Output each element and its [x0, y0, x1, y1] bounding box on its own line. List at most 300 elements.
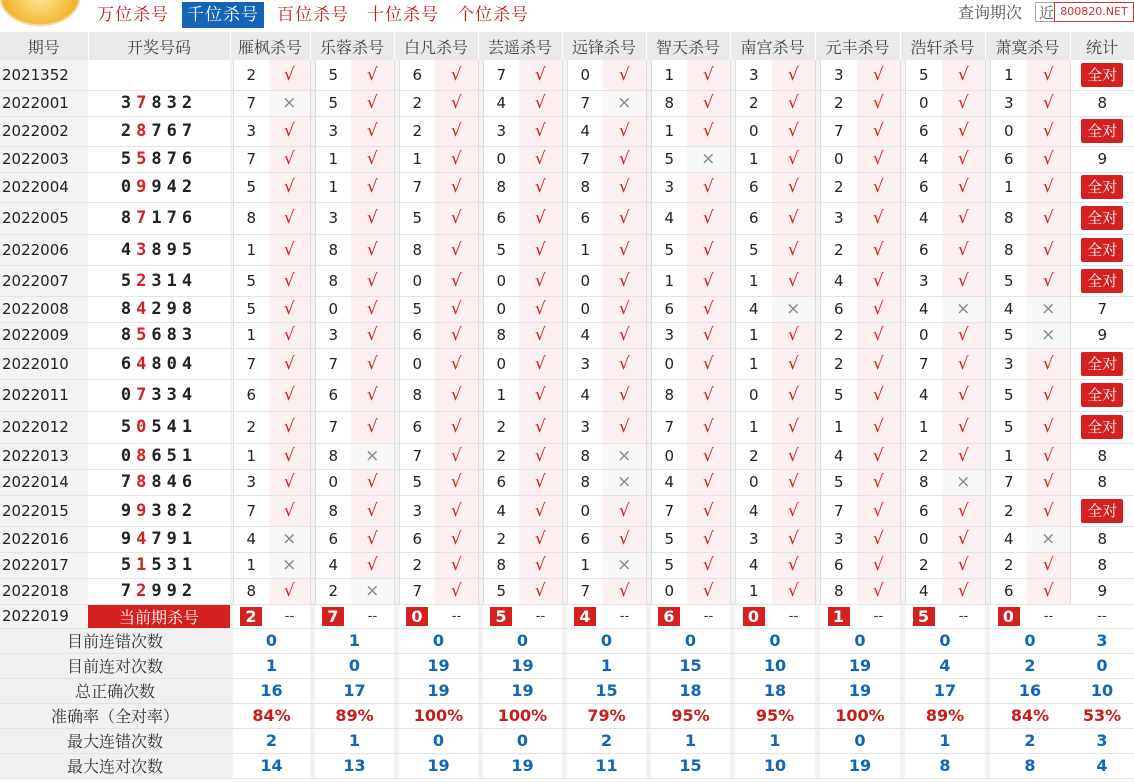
summary-value: 1 — [315, 628, 394, 653]
check-mark-icon: √ — [772, 552, 815, 578]
stat-cell — [1070, 116, 1134, 146]
check-mark-icon: √ — [435, 60, 478, 90]
prize-number-cell — [88, 172, 230, 202]
check-mark-icon: √ — [772, 495, 815, 526]
current-kill-cell — [735, 604, 772, 628]
kill-number: 1 — [483, 379, 519, 411]
summary-value: 19 — [820, 653, 900, 678]
kill-number: 4 — [651, 469, 687, 495]
check-mark-icon: √ — [942, 379, 985, 411]
header-expert: 白凡杀号 — [394, 32, 478, 60]
cross-mark-icon: × — [603, 443, 646, 469]
cross-mark-icon: × — [351, 578, 394, 604]
kill-number: 2 — [820, 90, 857, 116]
tab-wan[interactable]: 万位杀号 — [97, 5, 169, 25]
check-mark-icon: √ — [857, 172, 900, 202]
summary-label: 总正确次数 — [0, 678, 230, 703]
prize-number-cell — [88, 146, 230, 172]
kill-number: 3 — [990, 348, 1027, 379]
check-mark-icon: √ — [519, 146, 562, 172]
current-period-row — [0, 604, 1134, 628]
check-mark-icon: √ — [603, 495, 646, 526]
summary-value: 0 — [399, 728, 478, 753]
check-mark-icon: √ — [519, 411, 562, 443]
kill-number: 7 — [651, 495, 687, 526]
kill-number: 6 — [399, 411, 435, 443]
kill-number: 5 — [315, 90, 351, 116]
prize-digit: 3 — [166, 385, 182, 405]
check-mark-icon: √ — [772, 379, 815, 411]
tab-bai[interactable]: 百位杀号 — [277, 5, 349, 25]
cross-mark-icon: × — [942, 296, 985, 322]
kill-number: 0 — [905, 322, 942, 348]
prize-digit: 7 — [151, 529, 167, 549]
kill-number: 8 — [315, 443, 351, 469]
prize-digit: 1 — [181, 417, 198, 437]
check-mark-icon: √ — [351, 495, 394, 526]
prize-digit: 4 — [181, 270, 198, 291]
cross-mark-icon: × — [772, 296, 815, 322]
kill-number: 2 — [735, 443, 772, 469]
check-mark-icon: √ — [1027, 116, 1070, 146]
all-correct-badge: 全对 — [1081, 175, 1123, 199]
kill-number: 4 — [990, 526, 1027, 552]
kill-number: 5 — [651, 146, 687, 172]
kill-number: 6 — [567, 202, 603, 234]
check-mark-icon: √ — [1027, 172, 1070, 202]
summary-value: 0 — [399, 628, 478, 653]
kill-number: 8 — [905, 469, 942, 495]
stat-cell — [1070, 265, 1134, 296]
kill-number: 3 — [315, 116, 351, 146]
issue-cell: 2022018 — [0, 578, 88, 604]
check-mark-icon: √ — [435, 495, 478, 526]
issue-cell: 2022013 — [0, 443, 88, 469]
prize-number-cell — [88, 296, 230, 322]
stat-cell: 8 — [1070, 90, 1134, 116]
query-period-select[interactable]: 近 — [1035, 2, 1131, 22]
kill-number: 0 — [399, 348, 435, 379]
check-mark-icon: √ — [351, 322, 394, 348]
prize-digit: 1 — [181, 529, 198, 549]
kill-number: 4 — [905, 146, 942, 172]
prize-digit: 0 — [166, 353, 182, 374]
kill-number: 8 — [651, 90, 687, 116]
check-mark-icon: √ — [519, 234, 562, 265]
kill-number: 2 — [905, 552, 942, 578]
kill-number: 4 — [735, 495, 772, 526]
check-mark-icon: √ — [687, 411, 730, 443]
current-kill-cell — [905, 604, 942, 628]
kill-number: 4 — [905, 296, 942, 322]
check-mark-icon: √ — [772, 90, 815, 116]
check-mark-icon: √ — [942, 90, 985, 116]
logo — [0, 0, 80, 26]
check-mark-icon: √ — [351, 552, 394, 578]
stat-cell: 9 — [1070, 578, 1134, 604]
summary-value: 95% — [735, 703, 815, 728]
cross-mark-icon: × — [269, 552, 310, 578]
prize-digit: 6 — [181, 208, 198, 228]
check-mark-icon: √ — [1027, 552, 1070, 578]
stat-cell — [1070, 348, 1134, 379]
kill-number: 5 — [233, 265, 269, 296]
check-mark-icon: √ — [435, 172, 478, 202]
check-mark-icon: √ — [269, 146, 310, 172]
check-mark-icon: √ — [942, 552, 985, 578]
prize-digit: 9 — [120, 500, 137, 521]
table-row — [0, 552, 1134, 578]
prize-digit: 4 — [136, 299, 152, 319]
kill-number: 0 — [483, 348, 519, 379]
check-mark-icon: √ — [351, 234, 394, 265]
prize-digit: 8 — [136, 121, 152, 141]
check-mark-icon: √ — [603, 146, 646, 172]
prize-number-cell — [88, 578, 230, 604]
kill-number: 0 — [567, 60, 603, 90]
top-bar — [0, 0, 1134, 30]
kill-number: 6 — [905, 495, 942, 526]
current-kill-number: 7 — [322, 607, 344, 626]
prize-number-cell — [88, 202, 230, 234]
check-mark-icon: √ — [351, 202, 394, 234]
check-mark-icon: √ — [351, 379, 394, 411]
check-mark-icon: √ — [351, 116, 394, 146]
check-mark-icon: √ — [351, 146, 394, 172]
kill-number: 0 — [315, 469, 351, 495]
check-mark-icon: √ — [942, 495, 985, 526]
check-mark-icon: √ — [519, 60, 562, 90]
summary-label: 目前连错次数 — [0, 628, 230, 653]
header-expert: 浩轩杀号 — [900, 32, 985, 60]
check-mark-icon: √ — [857, 526, 900, 552]
check-mark-icon: √ — [603, 411, 646, 443]
table-row — [0, 495, 1134, 526]
check-mark-icon: √ — [269, 296, 310, 322]
summary-value: 15 — [651, 653, 730, 678]
prize-digit: 5 — [151, 417, 167, 437]
check-mark-icon: √ — [351, 296, 394, 322]
check-mark-icon: √ — [435, 443, 478, 469]
all-correct-badge: 全对 — [1081, 499, 1123, 523]
check-mark-icon: √ — [1027, 202, 1070, 234]
summary-stat-value: 3 — [1070, 628, 1134, 653]
table-row — [0, 234, 1134, 265]
kill-number: 2 — [399, 552, 435, 578]
check-mark-icon: √ — [435, 411, 478, 443]
kill-number: 3 — [399, 495, 435, 526]
prize-digit: 2 — [181, 177, 198, 197]
kill-number: 1 — [735, 265, 772, 296]
check-mark-icon: √ — [857, 322, 900, 348]
summary-value: 0 — [483, 728, 562, 753]
kill-number: 2 — [905, 443, 942, 469]
kill-number: 7 — [820, 116, 857, 146]
kill-number: 0 — [735, 116, 772, 146]
position-tabs — [92, 2, 542, 28]
issue-cell: 2022002 — [0, 116, 88, 146]
check-mark-icon: √ — [857, 495, 900, 526]
kill-number: 1 — [735, 322, 772, 348]
check-mark-icon: √ — [942, 234, 985, 265]
issue-cell: 2022019 — [0, 604, 88, 628]
check-mark-icon: √ — [603, 116, 646, 146]
stat-cell: 8 — [1070, 469, 1134, 495]
kill-number: 3 — [990, 90, 1027, 116]
check-mark-icon: √ — [519, 526, 562, 552]
check-mark-icon: √ — [942, 411, 985, 443]
tab-qian[interactable]: 千位杀号 — [182, 2, 264, 28]
summary-value: 0 — [233, 628, 310, 653]
current-kill-number: 0 — [998, 607, 1020, 626]
prize-digit: 7 — [181, 121, 198, 141]
header-expert: 南宫杀号 — [730, 32, 815, 60]
prize-digit: 5 — [120, 149, 137, 169]
kill-number: 0 — [567, 296, 603, 322]
check-mark-icon: √ — [857, 379, 900, 411]
prize-digit: 5 — [136, 325, 152, 345]
summary-value: 0 — [990, 628, 1070, 653]
summary-value: 19 — [399, 678, 478, 703]
kill-number: 1 — [990, 60, 1027, 90]
summary-value: 2 — [567, 728, 646, 753]
summary-value: 19 — [483, 653, 562, 678]
summary-value: 89% — [905, 703, 985, 728]
cross-mark-icon: × — [269, 90, 310, 116]
check-mark-icon: √ — [603, 234, 646, 265]
current-kill-number: 5 — [490, 607, 512, 626]
table-header — [0, 32, 1134, 60]
prize-digit: 4 — [120, 239, 137, 260]
prize-number-cell — [88, 90, 230, 116]
kill-number: 1 — [567, 552, 603, 578]
prize-digit: 9 — [136, 500, 152, 521]
check-mark-icon: √ — [857, 202, 900, 234]
prize-number-cell — [88, 552, 230, 578]
check-mark-icon: √ — [269, 578, 310, 604]
kill-number: 5 — [735, 234, 772, 265]
tab-shi[interactable]: 十位杀号 — [367, 5, 439, 25]
summary-value: 84% — [233, 703, 310, 728]
kill-number: 6 — [233, 379, 269, 411]
kill-number: 0 — [483, 296, 519, 322]
check-mark-icon: √ — [772, 578, 815, 604]
kill-number: 1 — [735, 348, 772, 379]
check-mark-icon: √ — [435, 265, 478, 296]
prize-digit: 6 — [181, 472, 198, 492]
check-mark-icon: √ — [857, 146, 900, 172]
kill-number: 0 — [990, 116, 1027, 146]
current-kill-cell — [567, 604, 603, 628]
cross-mark-icon: × — [942, 469, 985, 495]
check-mark-icon: √ — [857, 116, 900, 146]
pending-result: -- — [687, 604, 730, 628]
summary-row — [0, 753, 1134, 778]
cross-mark-icon: × — [1027, 322, 1070, 348]
kill-number: 8 — [567, 172, 603, 202]
kill-number: 1 — [315, 172, 351, 202]
prize-digit: 1 — [181, 555, 198, 575]
prize-digit: 8 — [120, 325, 137, 345]
prize-digit: 4 — [136, 529, 152, 549]
table-row — [0, 411, 1134, 443]
check-mark-icon: √ — [435, 552, 478, 578]
summary-value: 84% — [990, 703, 1070, 728]
summary-value: 0 — [483, 628, 562, 653]
check-mark-icon: √ — [942, 322, 985, 348]
kill-number: 8 — [651, 379, 687, 411]
all-correct-badge: 全对 — [1081, 352, 1123, 376]
summary-value: 1 — [905, 728, 985, 753]
issue-cell: 2022003 — [0, 146, 88, 172]
kill-number: 0 — [820, 146, 857, 172]
check-mark-icon: √ — [857, 411, 900, 443]
kill-number: 7 — [315, 411, 351, 443]
kill-number: 3 — [735, 60, 772, 90]
prize-digit: 9 — [166, 581, 182, 601]
summary-value: 0 — [820, 628, 900, 653]
prize-digit: 7 — [136, 385, 152, 405]
pending-result: -- — [772, 604, 815, 628]
check-mark-icon: √ — [519, 202, 562, 234]
check-mark-icon: √ — [269, 116, 310, 146]
check-mark-icon: √ — [603, 578, 646, 604]
current-kill-number: 2 — [240, 607, 262, 626]
summary-value: 0 — [651, 628, 730, 653]
summary-stat-value: 53% — [1070, 703, 1134, 728]
check-mark-icon: √ — [772, 146, 815, 172]
summary-value: 11 — [567, 753, 646, 778]
check-mark-icon: √ — [1027, 348, 1070, 379]
issue-cell: 2022005 — [0, 202, 88, 234]
check-mark-icon: √ — [603, 379, 646, 411]
prize-digit: 0 — [120, 446, 137, 466]
prize-number-cell — [88, 348, 230, 379]
prize-digit: 9 — [166, 529, 182, 549]
prize-digit: 8 — [151, 472, 167, 492]
prize-number-cell — [88, 495, 230, 526]
kill-number: 3 — [651, 322, 687, 348]
check-mark-icon: √ — [687, 116, 730, 146]
kill-number: 6 — [990, 578, 1027, 604]
kill-number: 7 — [567, 90, 603, 116]
prize-digit: 2 — [181, 581, 198, 601]
kill-number: 1 — [567, 234, 603, 265]
check-mark-icon: √ — [351, 60, 394, 90]
kill-number: 2 — [399, 90, 435, 116]
summary-value: 13 — [315, 753, 394, 778]
kill-number: 5 — [399, 469, 435, 495]
kill-number: 1 — [990, 172, 1027, 202]
check-mark-icon: √ — [687, 172, 730, 202]
summary-value: 17 — [905, 678, 985, 703]
check-mark-icon: √ — [687, 526, 730, 552]
summary-value: 2 — [233, 728, 310, 753]
kill-number: 1 — [233, 443, 269, 469]
prize-digit: 8 — [181, 299, 198, 319]
kill-number: 8 — [990, 202, 1027, 234]
kill-number: 8 — [567, 469, 603, 495]
check-mark-icon: √ — [687, 90, 730, 116]
kill-number: 3 — [233, 116, 269, 146]
summary-row — [0, 703, 1134, 728]
kill-number: 1 — [399, 146, 435, 172]
summary-value: 17 — [315, 678, 394, 703]
check-mark-icon: √ — [603, 60, 646, 90]
summary-value: 16 — [990, 678, 1070, 703]
check-mark-icon: √ — [687, 322, 730, 348]
check-mark-icon: √ — [772, 172, 815, 202]
prize-digit: 3 — [166, 555, 182, 575]
table-row — [0, 322, 1134, 348]
prize-digit: 3 — [136, 239, 152, 260]
issue-cell: 2022004 — [0, 172, 88, 202]
prize-digit: 1 — [151, 208, 167, 228]
tab-ge[interactable]: 个位杀号 — [457, 5, 529, 25]
kill-number: 1 — [820, 411, 857, 443]
kill-number: 5 — [990, 379, 1027, 411]
prize-digit: 6 — [166, 121, 182, 141]
kill-number: 3 — [820, 526, 857, 552]
prize-digit: 6 — [181, 149, 198, 169]
summary-value: 0 — [567, 628, 646, 653]
pending-result: -- — [435, 604, 478, 628]
kill-number: 0 — [651, 348, 687, 379]
prize-digit: 5 — [120, 270, 137, 291]
prize-digit: 9 — [136, 177, 152, 197]
check-mark-icon: √ — [435, 202, 478, 234]
kill-number: 0 — [651, 578, 687, 604]
kill-number: 1 — [315, 146, 351, 172]
header-expert: 远锋杀号 — [562, 32, 646, 60]
check-mark-icon: √ — [435, 526, 478, 552]
summary-value: 19 — [483, 678, 562, 703]
table-row — [0, 90, 1134, 116]
summary-value: 2 — [990, 653, 1070, 678]
table-row — [0, 296, 1134, 322]
prize-digit: 7 — [120, 581, 137, 601]
kill-number: 5 — [651, 552, 687, 578]
prize-digit: 7 — [136, 93, 152, 113]
summary-label: 准确率（全对率） — [0, 703, 230, 728]
summary-value: 8 — [990, 753, 1070, 778]
check-mark-icon: √ — [942, 202, 985, 234]
watermark: 800820.NET — [1054, 2, 1134, 22]
check-mark-icon: √ — [687, 379, 730, 411]
summary-row — [0, 628, 1134, 653]
check-mark-icon: √ — [269, 172, 310, 202]
prize-digit: 3 — [181, 325, 198, 345]
header-expert: 芸遥杀号 — [478, 32, 562, 60]
summary-value: 18 — [735, 678, 815, 703]
kill-number: 8 — [315, 265, 351, 296]
prize-digit: 5 — [166, 446, 182, 466]
check-mark-icon: √ — [351, 526, 394, 552]
kill-number: 4 — [567, 379, 603, 411]
check-mark-icon: √ — [519, 469, 562, 495]
check-mark-icon: √ — [351, 469, 394, 495]
kill-number: 6 — [735, 202, 772, 234]
stat-cell — [1070, 379, 1134, 411]
check-mark-icon: √ — [269, 60, 310, 90]
check-mark-icon: √ — [687, 578, 730, 604]
kill-number: 4 — [483, 495, 519, 526]
kill-number: 5 — [990, 411, 1027, 443]
kill-number: 7 — [399, 443, 435, 469]
kill-number: 7 — [567, 578, 603, 604]
prize-digit: 4 — [166, 177, 182, 197]
kill-number: 8 — [399, 379, 435, 411]
